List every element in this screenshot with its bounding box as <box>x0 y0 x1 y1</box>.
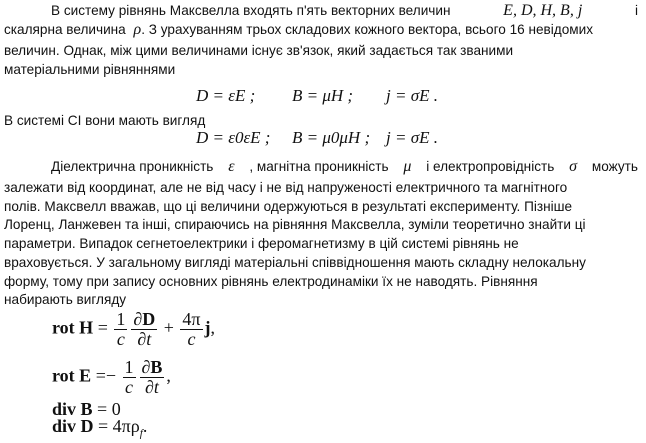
si-eq-2: B = μ0μH ; <box>292 128 371 147</box>
paragraph2-line2: залежати від координат, але не від часу і не від напруженості електричного та магнітного <box>4 180 568 195</box>
paragraph2-line5: параметри. Випадок сегнетоелектрики і феромагнетизму в цій системі рівнянь не <box>4 236 519 251</box>
maxwell-eq-rotH: rot H = $\frac{1}{c}$ $\frac{\partial D}{\partial t}$ + $\frac{4\pi}{c}$ j, <box>52 309 215 349</box>
paragraph2-line1: Діелектрична проникність ε , магнітна проникність μ і електропровідність σ можуть <box>51 158 638 175</box>
p1-line1-end: і <box>634 3 638 18</box>
si-eq-3: j = σE . <box>386 128 438 147</box>
si-eq-1: D = ε0εE ; <box>196 128 271 147</box>
paragraph1-line4: матеріальними рівняннями <box>4 62 176 77</box>
paragraph2-line3: полів. Максвелл вважав, що ці величини одержуються в результаті експерименту. Пізніше <box>4 199 573 214</box>
p1-line2-rest: . З урахуванням трьох складових кожного вектора, всього 16 невідомих <box>141 22 594 37</box>
material-eq-3: j = σE . <box>386 86 438 105</box>
paragraph1-line1 <box>51 2 638 19</box>
si-label: В системі СІ вони мають вигляд <box>4 113 206 128</box>
maxwell-eq-divD: div $D = 4\pi\rho_f$. <box>52 416 148 440</box>
paragraph1-line3: величин. Однак, між цими величинами існує зв'язок, який задається так званими <box>4 43 514 58</box>
p1-line1-vars: E, D, H, B, j <box>503 2 583 19</box>
material-eq-1: D = εE ; <box>196 86 256 105</box>
paragraph2-line6: враховується. У загальному вигляді матеріальні співвідношення мають складну нелокальну <box>4 255 586 270</box>
paragraph2-line8: набирають вигляду <box>4 292 127 307</box>
material-eq-2: B = μH ; <box>292 86 354 105</box>
paragraph2-line4: Лоренц, Ланжевен та інші, спираючись на рівняння Максвелла, зуміли теоретично знайти ці <box>4 217 586 232</box>
paragraph1-line2 <box>4 21 638 38</box>
maxwell-eq-divB: div B = 0 <box>52 399 121 419</box>
p1-line2-text: скалярна величина <box>4 22 126 37</box>
p1-line2-var: ρ <box>133 21 142 38</box>
p1-line1-text: В систему рівнянь Максвелла входять п'ять векторних величин <box>51 3 451 18</box>
maxwell-eq-rotE: rot E =− $\frac{1}{c}$ $\frac{\partial B}{\partial t}$ , <box>52 357 171 397</box>
paragraph2-line7: форму, тому при запису основних рівнянь електродинаміки їх не наводять. Рівняння <box>4 274 538 289</box>
